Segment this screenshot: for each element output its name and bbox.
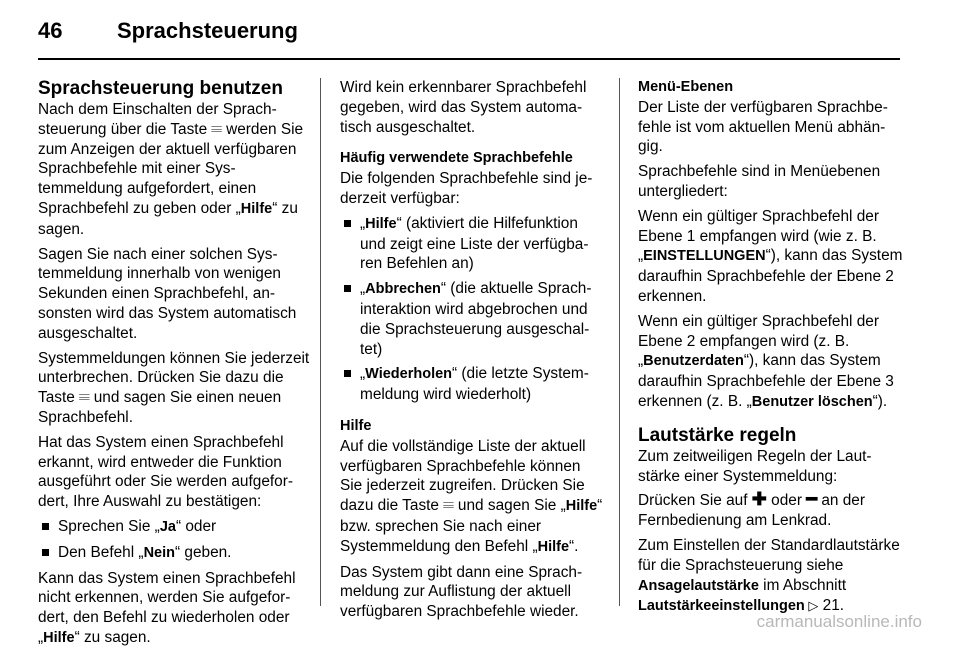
paragraph: Zum zeitweiligen Regeln der Lautstärke einer Systemmeldung: (638, 447, 872, 485)
list-item: Sprechen Sie „Ja“ oder (38, 517, 310, 538)
paragraph: Wenn ein gültiger Sprachbefehl der Ebene 2 empfangen wird (z. B. „Benutzerdaten“), kann das System daraufhin Sprachbefehle der Ebene 3 erkennen (z. B. „Benutzer löschen“). (638, 312, 894, 410)
paragraph: Sagen Sie nach einer solchen Systemmeldung innerhalb von wenigen Sekunden einen Sprachbefehl, ansonsten wird das System automatisch ausgeschaltet. (38, 245, 297, 342)
section-heading: Sprachsteuerung benutzen (38, 78, 283, 99)
paragraph: Kann das System einen Sprachbefehl nicht erkennen, werden Sie aufgefordert, den Befehl zu wiederholen oder „Hilfe“ zu sagen. (38, 569, 296, 646)
paragraph: Zum Einstellen der Standardlautstärke für die Sprachsteuerung siehe Ansagelautstärke im Abschnitt Lautstärkeeinstellungen ▷ 21. (638, 536, 900, 615)
plus-icon: ✚ (751, 489, 767, 510)
list-item: „Hilfe“ (aktiviert die Hilfefunktion und zeigt eine Liste der verfügbaren Befehlen an) (340, 214, 605, 274)
paragraph: Drücken Sie auf ✚ oder ━ an der Fernbedienung am Lenkrad. (638, 489, 865, 530)
voice-button-icon: 𝄘 (79, 390, 90, 406)
column-2 (340, 78, 605, 627)
column-separator (619, 78, 620, 606)
paragraph: Der Liste der verfügbaren Sprachbefehle ist vom aktuellen Menü abhängig. (638, 98, 888, 156)
voice-button-icon: 𝄘 (443, 498, 454, 514)
paragraph: Auf die vollständige Liste der aktuell verfügbaren Sprachbefehle können Sie jederzeit zugreifen. Drücken Sie dazu die Taste 𝄘 und sagen Sie „Hilfe“ bzw. sprechen Sie nach einer Systemmeldung den Befehl „Hilfe“. (340, 437, 603, 555)
page-section-title: Sprachsteuerung (117, 18, 298, 43)
watermark: carmanualsonline.info (756, 612, 922, 631)
paragraph: Hat das System einen Sprachbefehl erkannt, wird entweder die Funktion ausgeführt oder Sie werden aufgefordert, Ihre Auswahl zu bestätigen: (38, 433, 293, 511)
subheading: Häufig verwendete Sprachbefehle (340, 150, 573, 167)
subheading: Menü-Ebenen (638, 79, 734, 95)
column-1 (38, 78, 310, 654)
list-item: „Abbrechen“ (die aktuelle Sprachinteraktion wird abgebrochen und die Sprachsteuerung ausgeschaltet) (340, 279, 605, 359)
paragraph: Systemmeldungen können Sie jederzeit unterbrechen. Drücken Sie dazu die Taste 𝄘 und sagen Sie einen neuen Sprachbefehl. (38, 349, 310, 426)
paragraph: Wenn ein gültiger Sprachbefehl der Ebene 1 empfangen wird (wie z. B. „EINSTELLUNGEN“), kann das System daraufhin Sprachbefehle der Ebene 2 erkennen. (638, 207, 903, 305)
section-heading: Lautstärke regeln (638, 424, 797, 446)
column-separator (320, 78, 321, 606)
column-3 (638, 78, 903, 622)
list-item: Den Befehl „Nein“ geben. (38, 543, 310, 564)
header-rule (38, 58, 900, 60)
paragraph: Die folgenden Sprachbefehle sind jederzeit verfügbar: (340, 170, 593, 207)
page-reference-arrow-icon: ▷ (804, 598, 819, 614)
paragraph: Das System gibt dann eine Sprachmeldung zur Auflistung der aktuell verfügbaren Sprachbefehle wieder. (340, 563, 583, 621)
voice-button-icon: 𝄘 (211, 121, 222, 137)
list-item: „Wiederholen“ (die letzte Systemmeldung wird wiederholt) (340, 364, 605, 405)
minus-icon: ━ (806, 489, 818, 510)
paragraph: Wird kein erkennbarer Sprachbefehl gegeben, wird das System automatisch ausgeschaltet. (340, 79, 587, 136)
paragraph: Sprachbefehle sind in Menüebenen untergliedert: (638, 163, 881, 200)
paragraph: Nach dem Einschalten der Sprachsteuerung über die Taste 𝄘 werden Sie zum Anzeigen der aktuell verfügbaren Sprachbefehle mit einer Systemmeldung aufgefordert, einen Sprachbefehl zu geben oder „Hilfe“ zu sagen. (38, 101, 304, 238)
page-number: 46 (38, 18, 63, 43)
subheading: Hilfe (340, 417, 372, 434)
